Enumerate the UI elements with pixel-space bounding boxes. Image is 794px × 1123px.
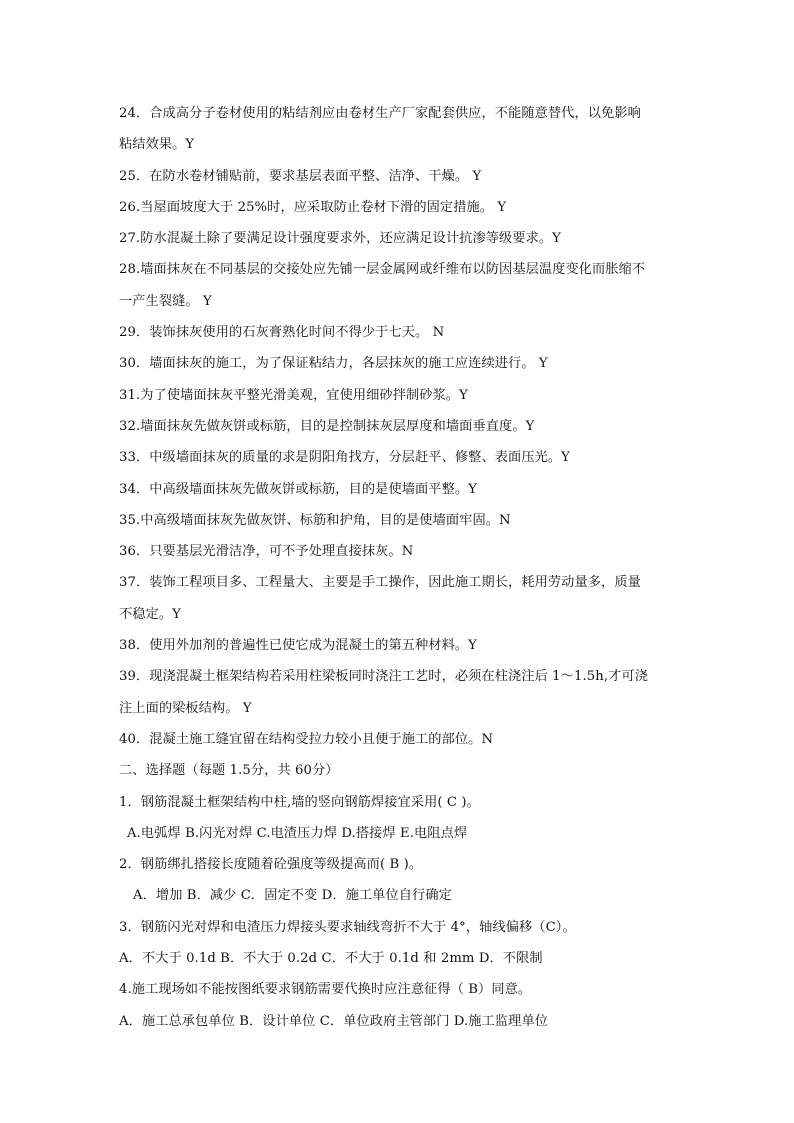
question-28-line-1: 28.墙面抹灰在不同基层的交接处应先铺一层金属网或纤维布以防因基层温度变化而胀缩不 [119, 262, 646, 278]
choice-question-3-options: A．不大于 0.1d B．不大于 0.2d C．不大于 0.1d 和 2mm D．不限制 [119, 951, 543, 967]
question-33: 33．中级墙面抹灰的质量的求是阴阳角找方，分层赶平、修整、表面压光。Y [119, 450, 570, 466]
question-29: 29．装饰抹灰使用的石灰膏熟化时间不得少于七天。 N [119, 325, 445, 341]
choice-question-2: 2．钢筋绑扎搭接长度随着砼强度等级提高而( B )。 [119, 857, 423, 873]
question-39-line-2: 注上面的梁板结构。 Y [119, 700, 252, 716]
choice-question-1-options: A.电弧焊 B.闪光对焊 C.电渣压力焊 D.搭接焊 E.电阻点焊 [127, 825, 468, 841]
question-37-line-2: 不稳定。Y [119, 606, 181, 622]
question-40: 40．混凝土施工缝宜留在结构受拉力较小且便于施工的部位。N [119, 731, 494, 747]
document-body [119, 98, 679, 1037]
question-30: 30．墙面抹灰的施工，为了保证粘结力，各层抹灰的施工应连续进行。 Y [119, 356, 548, 372]
question-28-line-2: 一产生裂缝。 Y [119, 293, 212, 309]
question-35: 35.中高级墙面抹灰先做灰饼、标筋和护角，目的是使墙面牢固。N [119, 512, 511, 528]
question-34: 34．中高级墙面抹灰先做灰饼或标筋，目的是使墙面平整。Y [119, 481, 477, 497]
question-37-line-1: 37．装饰工程项目多、工程量大、主要是手工操作，因此施工期长，耗用劳动量多，质量 [119, 575, 641, 591]
question-27: 27.防水混凝土除了要满足设计强度要求外，还应满足设计抗渗等级要求。Y [119, 231, 561, 247]
choice-question-4: 4.施工现场如不能按图纸要求钢筋需要代换时应注意征得（ B）同意。 [119, 982, 532, 998]
question-25: 25．在防水卷材铺贴前，要求基层表面平整、洁净、干燥。 Y [119, 168, 482, 184]
choice-question-2-options: A．增加 B．减少 C．固定不变 D．施工单位自行确定 [133, 888, 452, 904]
choice-question-4-options: A．施工总承包单位 B．设计单位 C．单位政府主管部门 D.施工监理单位 [119, 1013, 549, 1029]
question-39-line-1: 39．现浇混凝土框架结构若采用柱梁板同时浇注工艺时，必须在柱浇注后 1～1.5h,才可浇 [119, 669, 648, 685]
question-38: 38．使用外加剂的普遍性已使它成为混凝土的第五种材料。Y [119, 638, 477, 654]
choice-question-1: 1．钢筋混凝土框架结构中柱,墙的竖向钢筋焊接宜采用( C )。 [119, 794, 480, 810]
question-24-line-1: 24．合成高分子卷材使用的粘结剂应由卷材生产厂家配套供应，不能随意替代，以免影响 [119, 106, 641, 121]
choice-question-3: 3．钢筋闪光对焊和电渣压力焊接头要求轴线弯折不大于 4°，轴线偏移（C）。 [119, 919, 576, 935]
section-heading-choice: 二、选择题（每题 1.5分，共 60分） [119, 763, 339, 779]
question-26: 26.当屋面坡度大于 25%时，应采取防止卷材下滑的固定措施。 Y [119, 199, 507, 215]
question-32: 32.墙面抹灰先做灰饼或标筋，目的是控制抹灰层厚度和墙面垂直度。Y [119, 418, 535, 434]
question-24-line-2: 粘结效果。Y [119, 137, 195, 153]
question-31: 31.为了使墙面抹灰平整光滑美观，宜使用细砂拌制砂浆。Y [119, 387, 468, 403]
question-36: 36．只要基层光滑洁净，可不予处理直接抹灰。N [119, 544, 414, 560]
